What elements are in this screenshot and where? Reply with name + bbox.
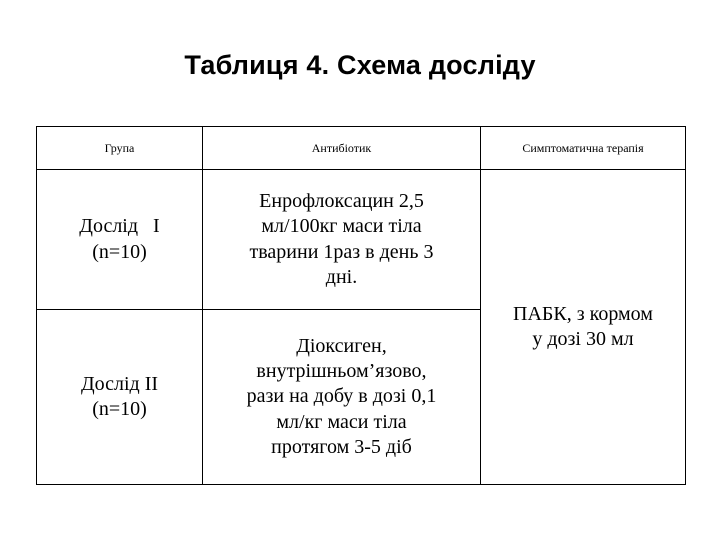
header-group: Група	[37, 127, 203, 170]
group-cell	[37, 170, 203, 310]
antibiotic-line: внутрішньом’язово,	[256, 359, 427, 382]
group-label: Дослід ІІ	[80, 372, 159, 395]
antibiotic-line: протягом 3-5 діб	[271, 436, 412, 459]
table-header-row	[37, 127, 686, 170]
antibiotic-line: рази на добу в дозі 0,1	[246, 385, 437, 408]
group-count: (n=10)	[92, 240, 147, 263]
page-title: Таблиця 4. Схема досліду	[184, 50, 536, 80]
antibiotic-line: дні.	[325, 265, 358, 288]
therapy-line: у дозі 30 мл	[532, 328, 634, 350]
experiment-scheme-table	[36, 126, 686, 485]
group-cell	[37, 310, 203, 485]
antibiotic-line: мл/кг маси тіла	[276, 410, 407, 433]
antibiotic-line: мл/100кг маси тіла	[261, 215, 422, 238]
antibiotic-cell	[203, 170, 481, 310]
group-label: Дослід І	[79, 215, 160, 238]
antibiotic-line: Діоксиген,	[296, 334, 387, 357]
table-row	[37, 170, 686, 310]
header-antibiotic: Антибіотик	[203, 127, 481, 170]
therapy-line: ПАБК, з кормом	[513, 302, 653, 325]
antibiotic-line: тварини 1раз в день 3	[249, 240, 434, 263]
header-therapy: Симптоматична терапія	[481, 127, 686, 170]
antibiotic-cell	[203, 310, 481, 485]
group-count: (n=10)	[92, 398, 147, 420]
therapy-cell	[481, 170, 686, 485]
antibiotic-line: Енрофлоксацин 2,5	[259, 189, 424, 212]
